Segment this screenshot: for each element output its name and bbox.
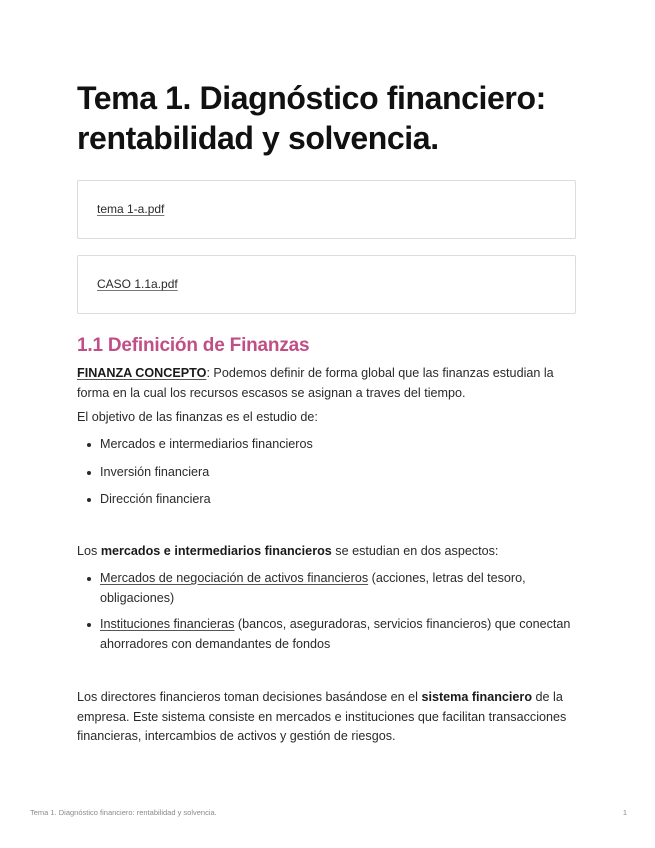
markets-prefix: Los	[77, 544, 101, 558]
list-item	[77, 569, 578, 608]
definition-text: : Podemos definir de forma global que las finanzas estudian la forma en la cual los recursos escasos se asignan a traves del tiempo.	[77, 366, 554, 400]
aspect-link[interactable]: Mercados de negociación de activos financieros	[100, 571, 369, 585]
directors-suffix: de la empresa. Este sistema consiste en mercados e instituciones que facilitan transacciones financieras, intercambios de activos y gestión de riesgos.	[77, 690, 567, 743]
aspect-text: (bancos, aseguradoras, servicios financieros) que conectan ahorradores con demandantes de fondos	[100, 617, 571, 651]
aspect-link[interactable]: Instituciones financieras	[100, 617, 235, 631]
markets-paragraph	[77, 542, 578, 562]
aspects-list	[77, 569, 578, 661]
section-heading: 1.1 Definición de Finanzas	[77, 335, 310, 356]
list-item	[77, 615, 578, 654]
directors-bold: sistema financiero	[421, 690, 533, 704]
directors-prefix: Los directores financieros toman decisiones basándose en el	[77, 690, 422, 704]
list-item: Mercados e intermediarios financieros	[77, 435, 578, 455]
list-item: Inversión financiera	[77, 463, 578, 483]
definition-paragraph	[77, 364, 578, 403]
directors-paragraph	[77, 688, 578, 747]
footer-title: Tema 1. Diagnóstico financiero: rentabilidad y solvencia.	[30, 808, 217, 817]
list-item: Dirección financiera	[77, 490, 578, 510]
markets-bold: mercados e intermediarios financieros	[100, 544, 332, 558]
attachment-card[interactable]	[77, 255, 576, 314]
objectives-list	[77, 435, 578, 518]
page-title: Tema 1. Diagnóstico financiero: rentabilidad y solvencia.	[77, 80, 546, 156]
attachment-card[interactable]	[77, 180, 576, 239]
definition-term: FINANZA CONCEPTO	[77, 366, 207, 380]
attachment-link[interactable]: tema 1-a.pdf	[97, 202, 165, 216]
page-number: 1	[622, 808, 627, 817]
markets-suffix: se estudian en dos aspectos:	[331, 544, 499, 558]
aspect-text: (acciones, letras del tesoro, obligaciones)	[100, 571, 526, 605]
objective-intro: El objetivo de las finanzas es el estudio de:	[77, 410, 318, 424]
attachment-link[interactable]: CASO 1.1a.pdf	[97, 277, 178, 291]
